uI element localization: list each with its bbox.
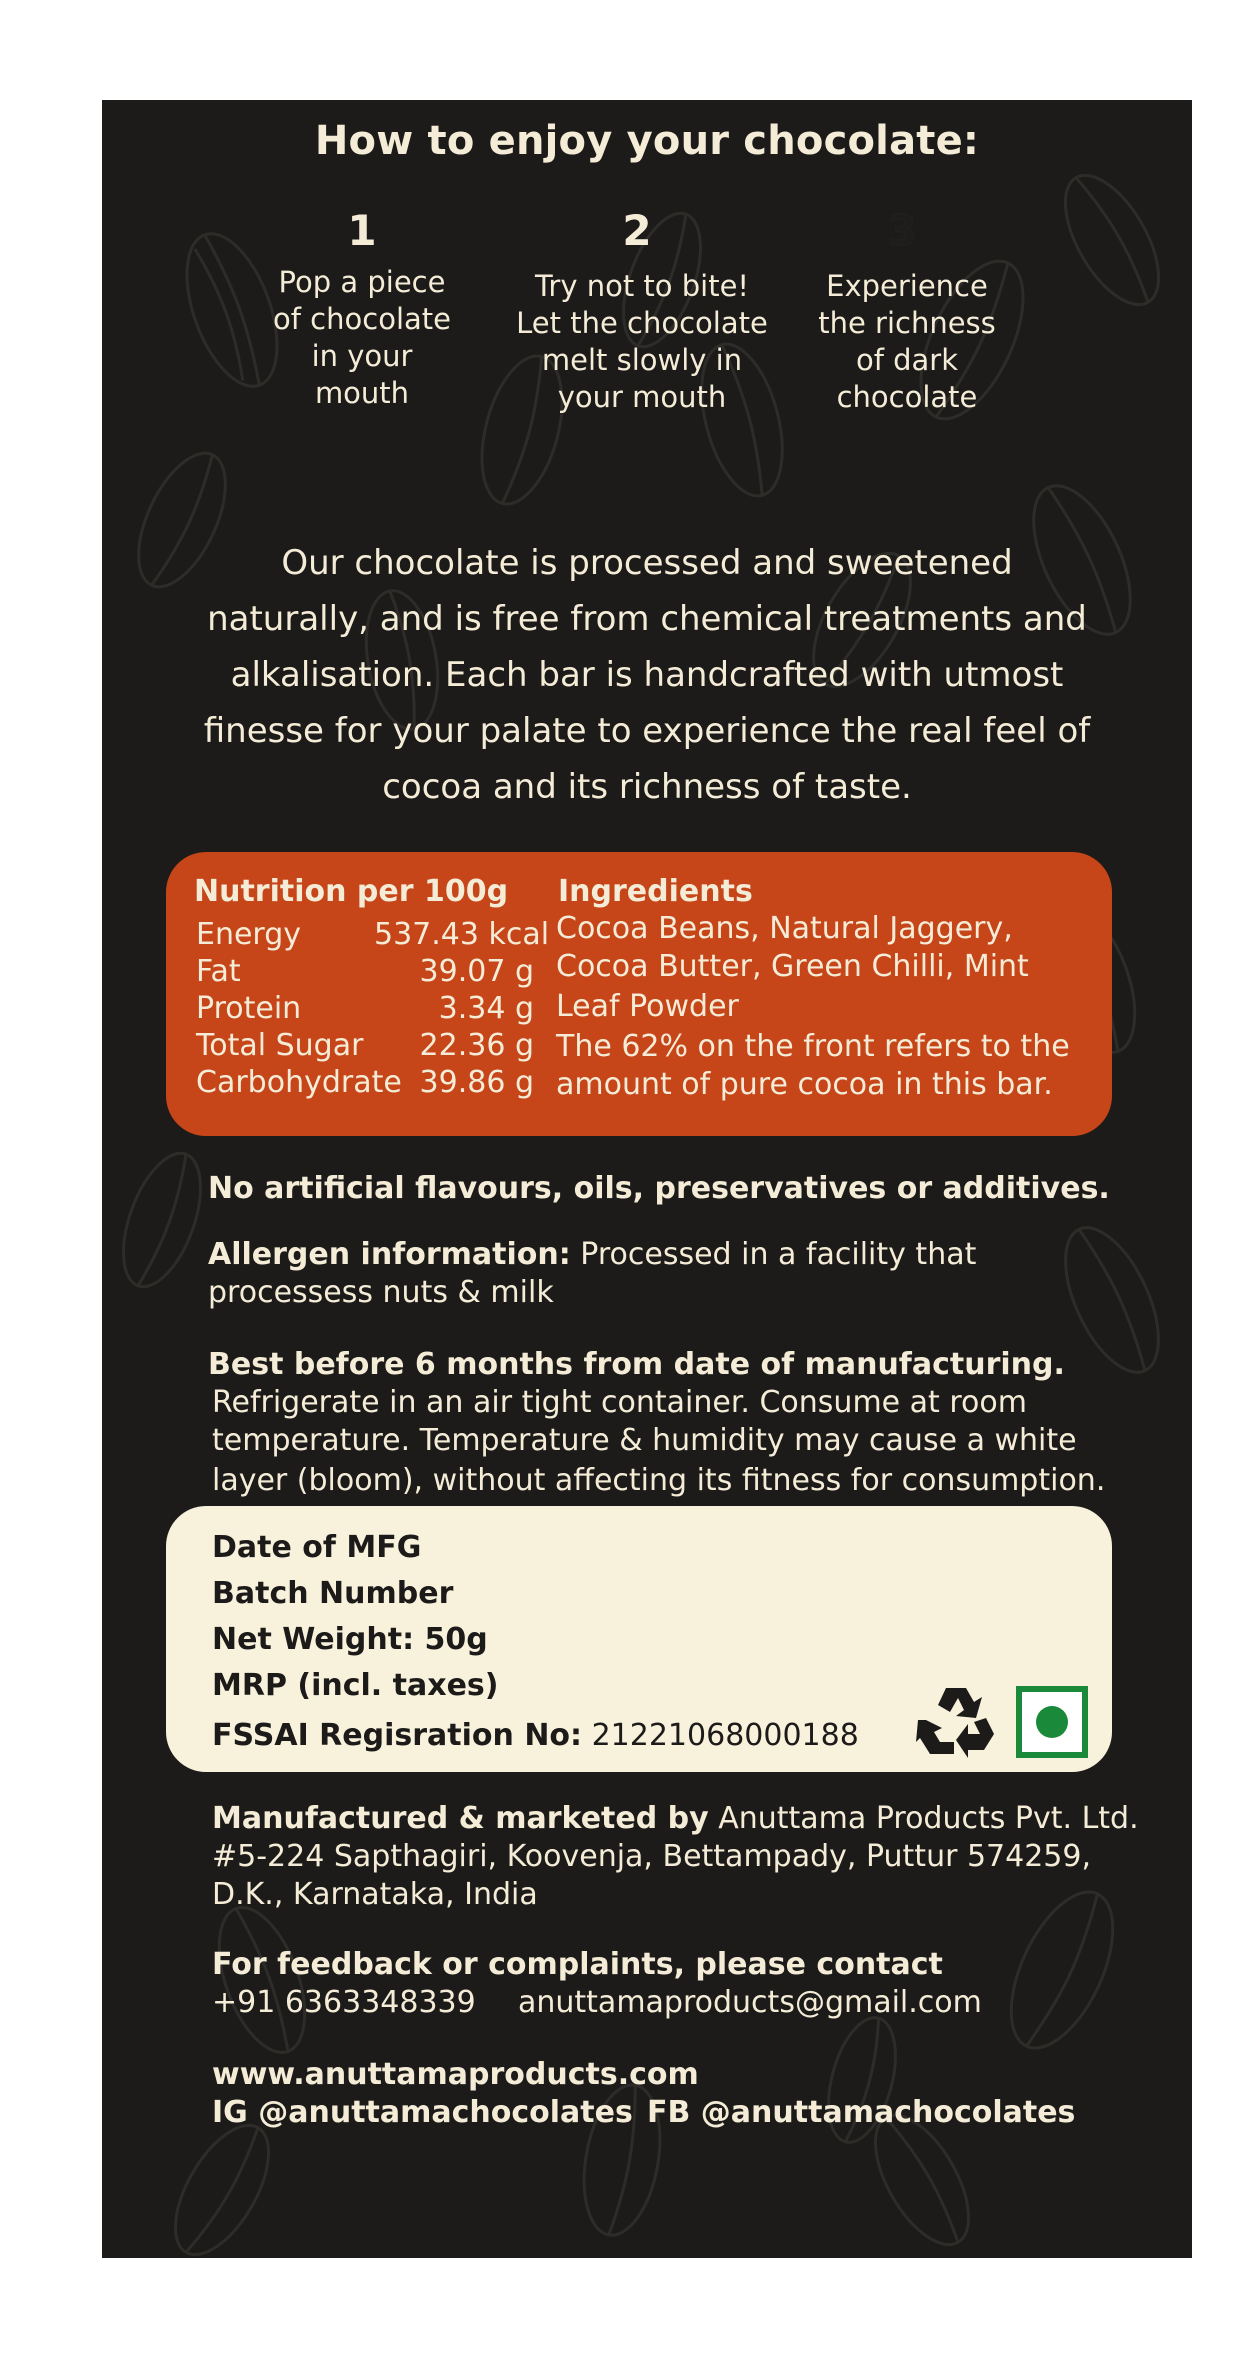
manufacturer-address: D.K., Karnataka, India xyxy=(212,1877,538,1912)
storage-line: layer (bloom), without affecting its fitness for consumption. xyxy=(212,1463,1106,1498)
step-line: Let the chocolate xyxy=(516,306,768,340)
ingredients-line: The 62% on the front refers to the xyxy=(556,1029,1070,1064)
step-line: chocolate xyxy=(836,380,978,414)
allergen-label: Allergen information: xyxy=(208,1237,571,1272)
mrp: MRP (incl. taxes) xyxy=(212,1668,499,1703)
description-paragraph xyxy=(162,535,1132,815)
description-line: cocoa and its richness of taste. xyxy=(382,767,912,807)
step-line: of dark xyxy=(855,343,959,377)
description-line: alkalisation. Each bar is handcrafted with utmost xyxy=(230,655,1064,695)
step-number: 1 xyxy=(347,206,377,255)
fssai-registration xyxy=(212,1718,859,1753)
no-artificial-note: No artificial flavours, oils, preservatives or additives. xyxy=(208,1171,1110,1206)
ingredients-heading: Ingredients xyxy=(558,874,753,909)
nutrition-label: Fat xyxy=(196,954,241,989)
step-line: in your xyxy=(311,339,413,373)
step-text xyxy=(247,264,477,412)
website-link[interactable]: www.anuttamaproducts.com xyxy=(212,2057,699,2092)
nutrition-ingredients-box xyxy=(166,852,1112,1136)
recycle-icon xyxy=(916,1684,996,1760)
nutrition-label: Total Sugar xyxy=(196,1028,364,1063)
step-line: melt slowly in xyxy=(541,343,743,377)
nutrition-value: 3.34 g xyxy=(438,991,534,1026)
contact-email[interactable]: anuttamaproducts@gmail.com xyxy=(518,1985,982,2020)
manufacturer-address: #5-224 Sapthagiri, Koovenja, Bettampady, Puttur 574259, xyxy=(212,1839,1092,1874)
best-before-heading: Best before 6 months from date of manufacturing. xyxy=(208,1347,1065,1382)
contact-heading: For feedback or complaints, please contact xyxy=(212,1947,943,1982)
manufacturer-label: Manufactured & marketed by xyxy=(212,1801,709,1836)
ingredients-line: Leaf Powder xyxy=(556,989,739,1024)
step-line: the richness xyxy=(818,306,996,340)
ingredients-line: Cocoa Butter, Green Chilli, Mint xyxy=(556,949,1029,984)
net-weight: Net Weight: 50g xyxy=(212,1622,488,1657)
step-number: 3 xyxy=(887,206,917,255)
nutrition-label: Protein xyxy=(196,991,302,1026)
nutrition-value: 39.86 g xyxy=(419,1065,534,1100)
storage-line: Refrigerate in an air tight container. Consume at room xyxy=(212,1385,1027,1420)
step-line: Experience xyxy=(826,269,988,303)
ingredients-line: Cocoa Beans, Natural Jaggery, xyxy=(556,911,1013,946)
nutrition-value: 39.07 g xyxy=(419,954,534,989)
allergen-info-line2: processess nuts & milk xyxy=(208,1275,554,1310)
manufacturer-name: Anuttama Products Pvt. Ltd. xyxy=(708,1801,1139,1836)
nutrition-label: Energy xyxy=(196,917,302,952)
manufacturer-line xyxy=(212,1800,1139,1838)
ingredients-line: amount of pure cocoa in this bar. xyxy=(556,1067,1053,1102)
description-line: naturally, and is free from chemical treatments and xyxy=(207,599,1087,639)
contact-phone[interactable]: +91 6363348339 xyxy=(212,1985,476,2020)
nutrition-value: 22.36 g xyxy=(419,1028,534,1063)
storage-line: temperature. Temperature & humidity may cause a white xyxy=(212,1423,1077,1458)
fssai-label: FSSAI Regisration No: xyxy=(212,1718,583,1753)
nutrition-value: 537.43 kcal xyxy=(374,917,550,952)
nutrition-heading: Nutrition per 100g xyxy=(194,874,509,909)
step-line: Try not to bite! xyxy=(534,269,750,303)
step-line: mouth xyxy=(314,376,410,410)
step-line: of chocolate xyxy=(273,302,451,336)
step-text xyxy=(792,268,1022,416)
facebook-handle[interactable]: FB @anuttamachocolates xyxy=(647,2095,1076,2130)
allergen-text: Processed in a facility that xyxy=(570,1237,977,1272)
step-line: Pop a piece xyxy=(278,265,446,299)
date-of-mfg: Date of MFG xyxy=(212,1530,422,1565)
step-text xyxy=(502,268,782,416)
description-line: finesse for your palate to experience the real feel of xyxy=(203,711,1091,751)
vegetarian-mark-icon xyxy=(1016,1686,1088,1758)
nutrition-label: Carbohydrate xyxy=(196,1065,402,1100)
description-line: Our chocolate is processed and sweetened xyxy=(281,543,1013,583)
page-title: How to enjoy your chocolate: xyxy=(314,118,980,164)
step-line: your mouth xyxy=(557,380,727,414)
back-label-panel xyxy=(102,100,1192,2258)
allergen-info xyxy=(208,1236,976,1274)
batch-number: Batch Number xyxy=(212,1576,454,1611)
instagram-handle[interactable]: IG @anuttamachocolates xyxy=(212,2095,633,2130)
fssai-number: 21221068000188 xyxy=(582,1718,859,1753)
batch-info-box xyxy=(166,1506,1112,1772)
step-number: 2 xyxy=(622,206,652,255)
